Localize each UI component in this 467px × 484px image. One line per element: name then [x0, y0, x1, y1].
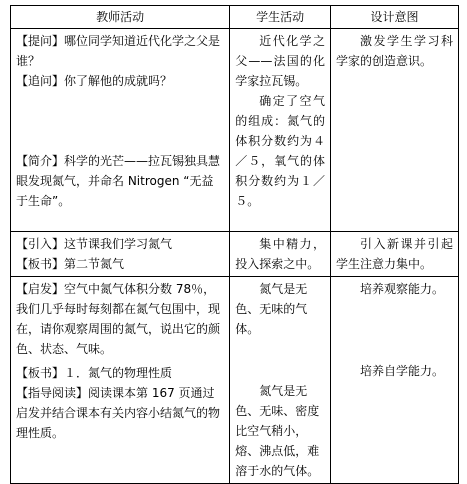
lead-in-text: 【引入】这节课我们学习氮气	[16, 237, 173, 251]
introduction-text: 【简介】科学的光芒——拉瓦锡独具慧眼发现氮气，并命名 Nitrogen “无益于生命”。	[16, 154, 221, 208]
student-activity-text: 集中精力，投入探索之中。	[235, 237, 325, 271]
lesson-plan-table	[10, 5, 459, 484]
design-intent-text: 培养自学能力。	[359, 364, 444, 378]
table-row	[11, 232, 459, 277]
table-row	[11, 277, 459, 484]
table-row	[11, 29, 459, 232]
design-intent-cell	[330, 232, 458, 277]
teacher-activity-cell	[11, 29, 230, 232]
student-answer-text: 氮气是无色、无味、密度比空气稍小，熔、沸点低，难溶于水的气体。	[235, 384, 320, 478]
header-teacher-activity: 教师活动	[11, 6, 230, 29]
board-text: 【板书】１．氮气的物理性质	[16, 366, 173, 380]
student-activity-cell	[230, 29, 331, 232]
teacher-activity-cell	[11, 232, 230, 277]
teacher-activity-cell	[11, 277, 230, 484]
board-text: 【板书】第二节氮气	[16, 257, 125, 271]
design-intent-cell	[330, 29, 458, 232]
student-answer-text: 氮气是无色、无味的气体。	[235, 282, 308, 336]
student-activity-cell	[230, 277, 331, 484]
header-row	[11, 6, 459, 29]
question-text: 【提问】哪位同学知道近代化学之父是谁？	[16, 34, 221, 68]
student-activity-cell	[230, 232, 331, 277]
inspire-text: 【启发】空气中氮气体积分数 78％，我们几乎每时每刻都在氮气包围中，现在，请你观察周围的氮气，说出它的颜色、状态、气味。	[16, 282, 221, 356]
design-intent-text: 激发学生学习科学家的创造意识。	[335, 34, 453, 68]
design-intent-cell	[330, 277, 458, 484]
student-answer-text: 确定了空气的组成：氮气的体积分数约为４／５，氧气的体积分数约为１／５。	[235, 94, 325, 208]
reading-guidance-text: 【指导阅读】阅读课本第 167 页通过启发并结合课本有关内容小结氮气的物理性质。	[16, 386, 221, 440]
header-design-intent: 设计意图	[330, 6, 458, 29]
header-student-activity: 学生活动	[230, 6, 331, 29]
design-intent-text: 引入新课并引起学生注意力集中。	[335, 237, 453, 271]
design-intent-text: 培养观察能力。	[359, 282, 444, 296]
follow-up-question-text: 【追问】你了解他的成就吗？	[16, 74, 173, 88]
student-answer-text: 近代化学之父——法国的化学家拉瓦锡。	[235, 34, 325, 88]
